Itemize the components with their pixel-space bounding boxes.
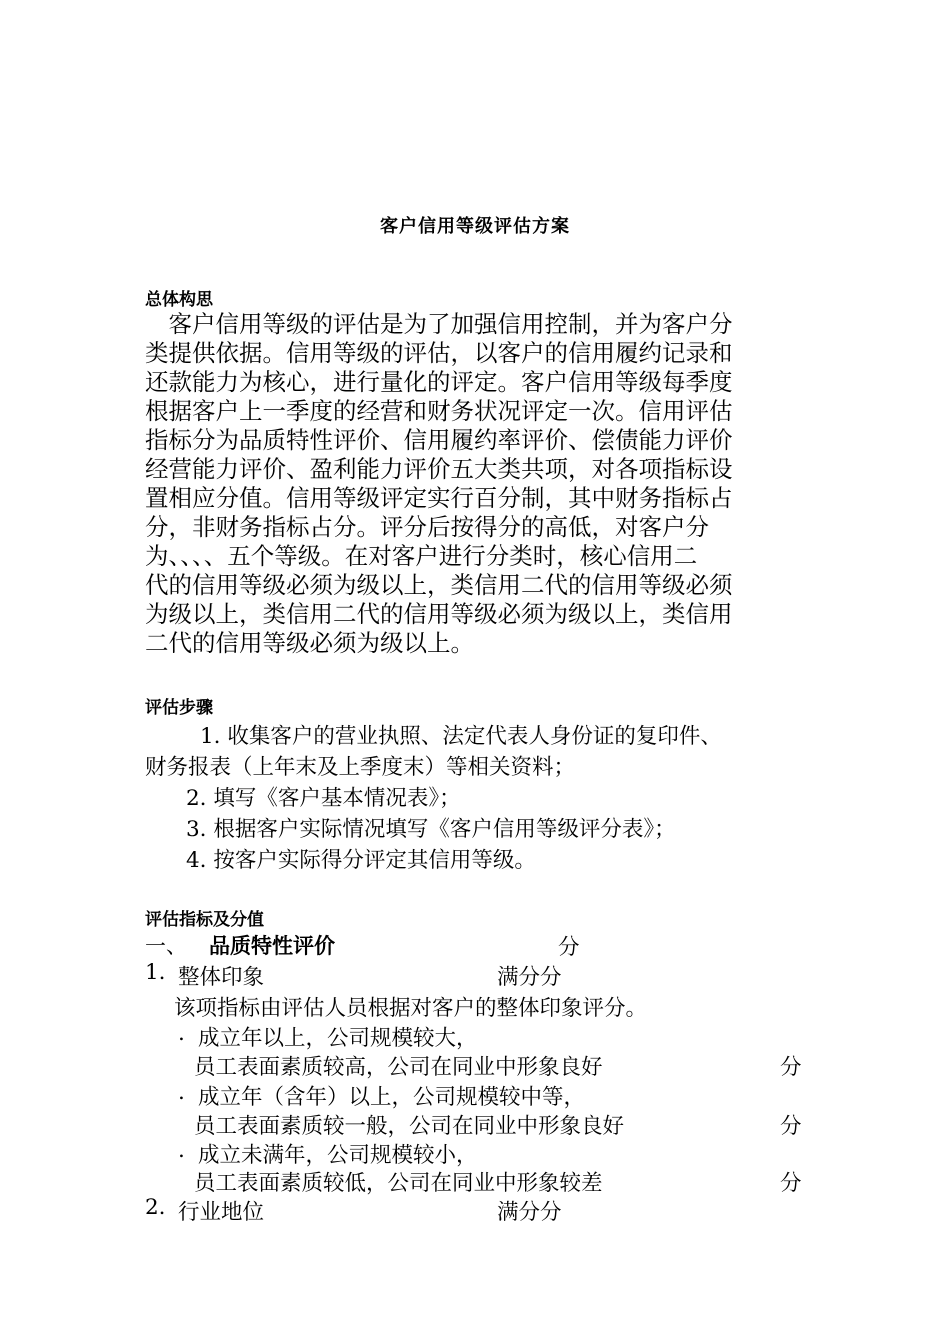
option-2-score: 分	[780, 1114, 802, 1139]
overview-line: 为、、、、五个等级。在对客户进行分类时，核心信用二	[145, 542, 698, 570]
overview-line: 指标分为品质特性评价、信用履约率评价、偿债能力评价	[145, 426, 733, 454]
step-3: 3. 根据客户实际情况填写《客户信用等级评分表》；	[186, 817, 676, 842]
step-4: 4. 按客户实际得分评定其信用等级。	[186, 848, 536, 873]
section-number: 一、	[145, 934, 187, 958]
section-1-score: 分	[558, 935, 580, 960]
option-bullet: .	[178, 1080, 185, 1105]
option-1-line-2: 员工表面素质较高，公司在同业中形象良好	[194, 1055, 603, 1080]
overview-paragraph	[145, 310, 810, 658]
overview-line: 客户信用等级的评估是为了加强信用控制，并为客户分	[145, 310, 733, 338]
step-1-line-2: 财务报表（上年末及上季度末）等相关资料；	[145, 755, 576, 780]
option-2-line-2: 员工表面素质较一般，公司在同业中形象良好	[194, 1114, 625, 1139]
step-2: 2. 填写《客户基本情况表》；	[186, 786, 461, 811]
section-label: 品质特性评价	[209, 934, 335, 958]
overview-line: 分，非财务指标占分。评分后按得分的高低，对客户分	[145, 513, 709, 541]
item-2-score: 满分分	[497, 1200, 562, 1225]
overview-heading: 总体构思	[145, 290, 213, 310]
overview-line: 为级以上，类信用二代的信用等级必须为级以上，类信用	[145, 600, 733, 628]
overview-line: 根据客户上一季度的经营和财务状况评定一次。信用评估	[145, 397, 733, 425]
document-title: 客户信用等级评估方案	[380, 216, 570, 237]
steps-heading: 评估步骤	[145, 698, 213, 718]
overview-line: 还款能力为核心，进行量化的评定。客户信用等级每季度	[145, 368, 733, 396]
option-3-score: 分	[780, 1171, 802, 1196]
option-3-line-1: 成立未满年，公司规模较小，	[198, 1143, 478, 1168]
item-1-description: 该项指标由评估人员根据对客户的整体印象评分。	[174, 996, 648, 1021]
item-1-score: 满分分	[497, 965, 562, 990]
section-1-heading	[145, 930, 335, 960]
overview-line: 经营能力评价、盈利能力评价五大类共项，对各项指标设	[145, 455, 733, 483]
indicators-heading: 评估指标及分值	[145, 910, 264, 930]
item-1-number: 1.	[145, 960, 166, 985]
overview-line: 类提供依据。信用等级的评估，以客户的信用履约记录和	[145, 339, 733, 367]
option-1-score: 分	[780, 1055, 802, 1080]
option-3-line-2: 员工表面素质较低，公司在同业中形象较差	[194, 1171, 603, 1196]
option-1-line-1: 成立年以上，公司规模较大，	[198, 1026, 478, 1051]
option-bullet: .	[178, 1138, 185, 1163]
step-1-line-1: 1. 收集客户的营业执照、法定代表人身份证的复印件、	[200, 724, 722, 749]
item-2-number: 2.	[145, 1195, 166, 1220]
item-2-label: 行业地位	[178, 1200, 265, 1225]
option-bullet: .	[178, 1021, 185, 1046]
overview-line: 置相应分值。信用等级评定实行百分制，其中财务指标占	[145, 484, 733, 512]
overview-line: 二代的信用等级必须为级以上。	[145, 629, 474, 657]
item-1-label: 整体印象	[178, 965, 265, 990]
overview-line: 代的信用等级必须为级以上，类信用二代的信用等级必须	[145, 571, 733, 599]
option-2-line-1: 成立年（含年）以上，公司规模较中等，	[198, 1085, 586, 1110]
